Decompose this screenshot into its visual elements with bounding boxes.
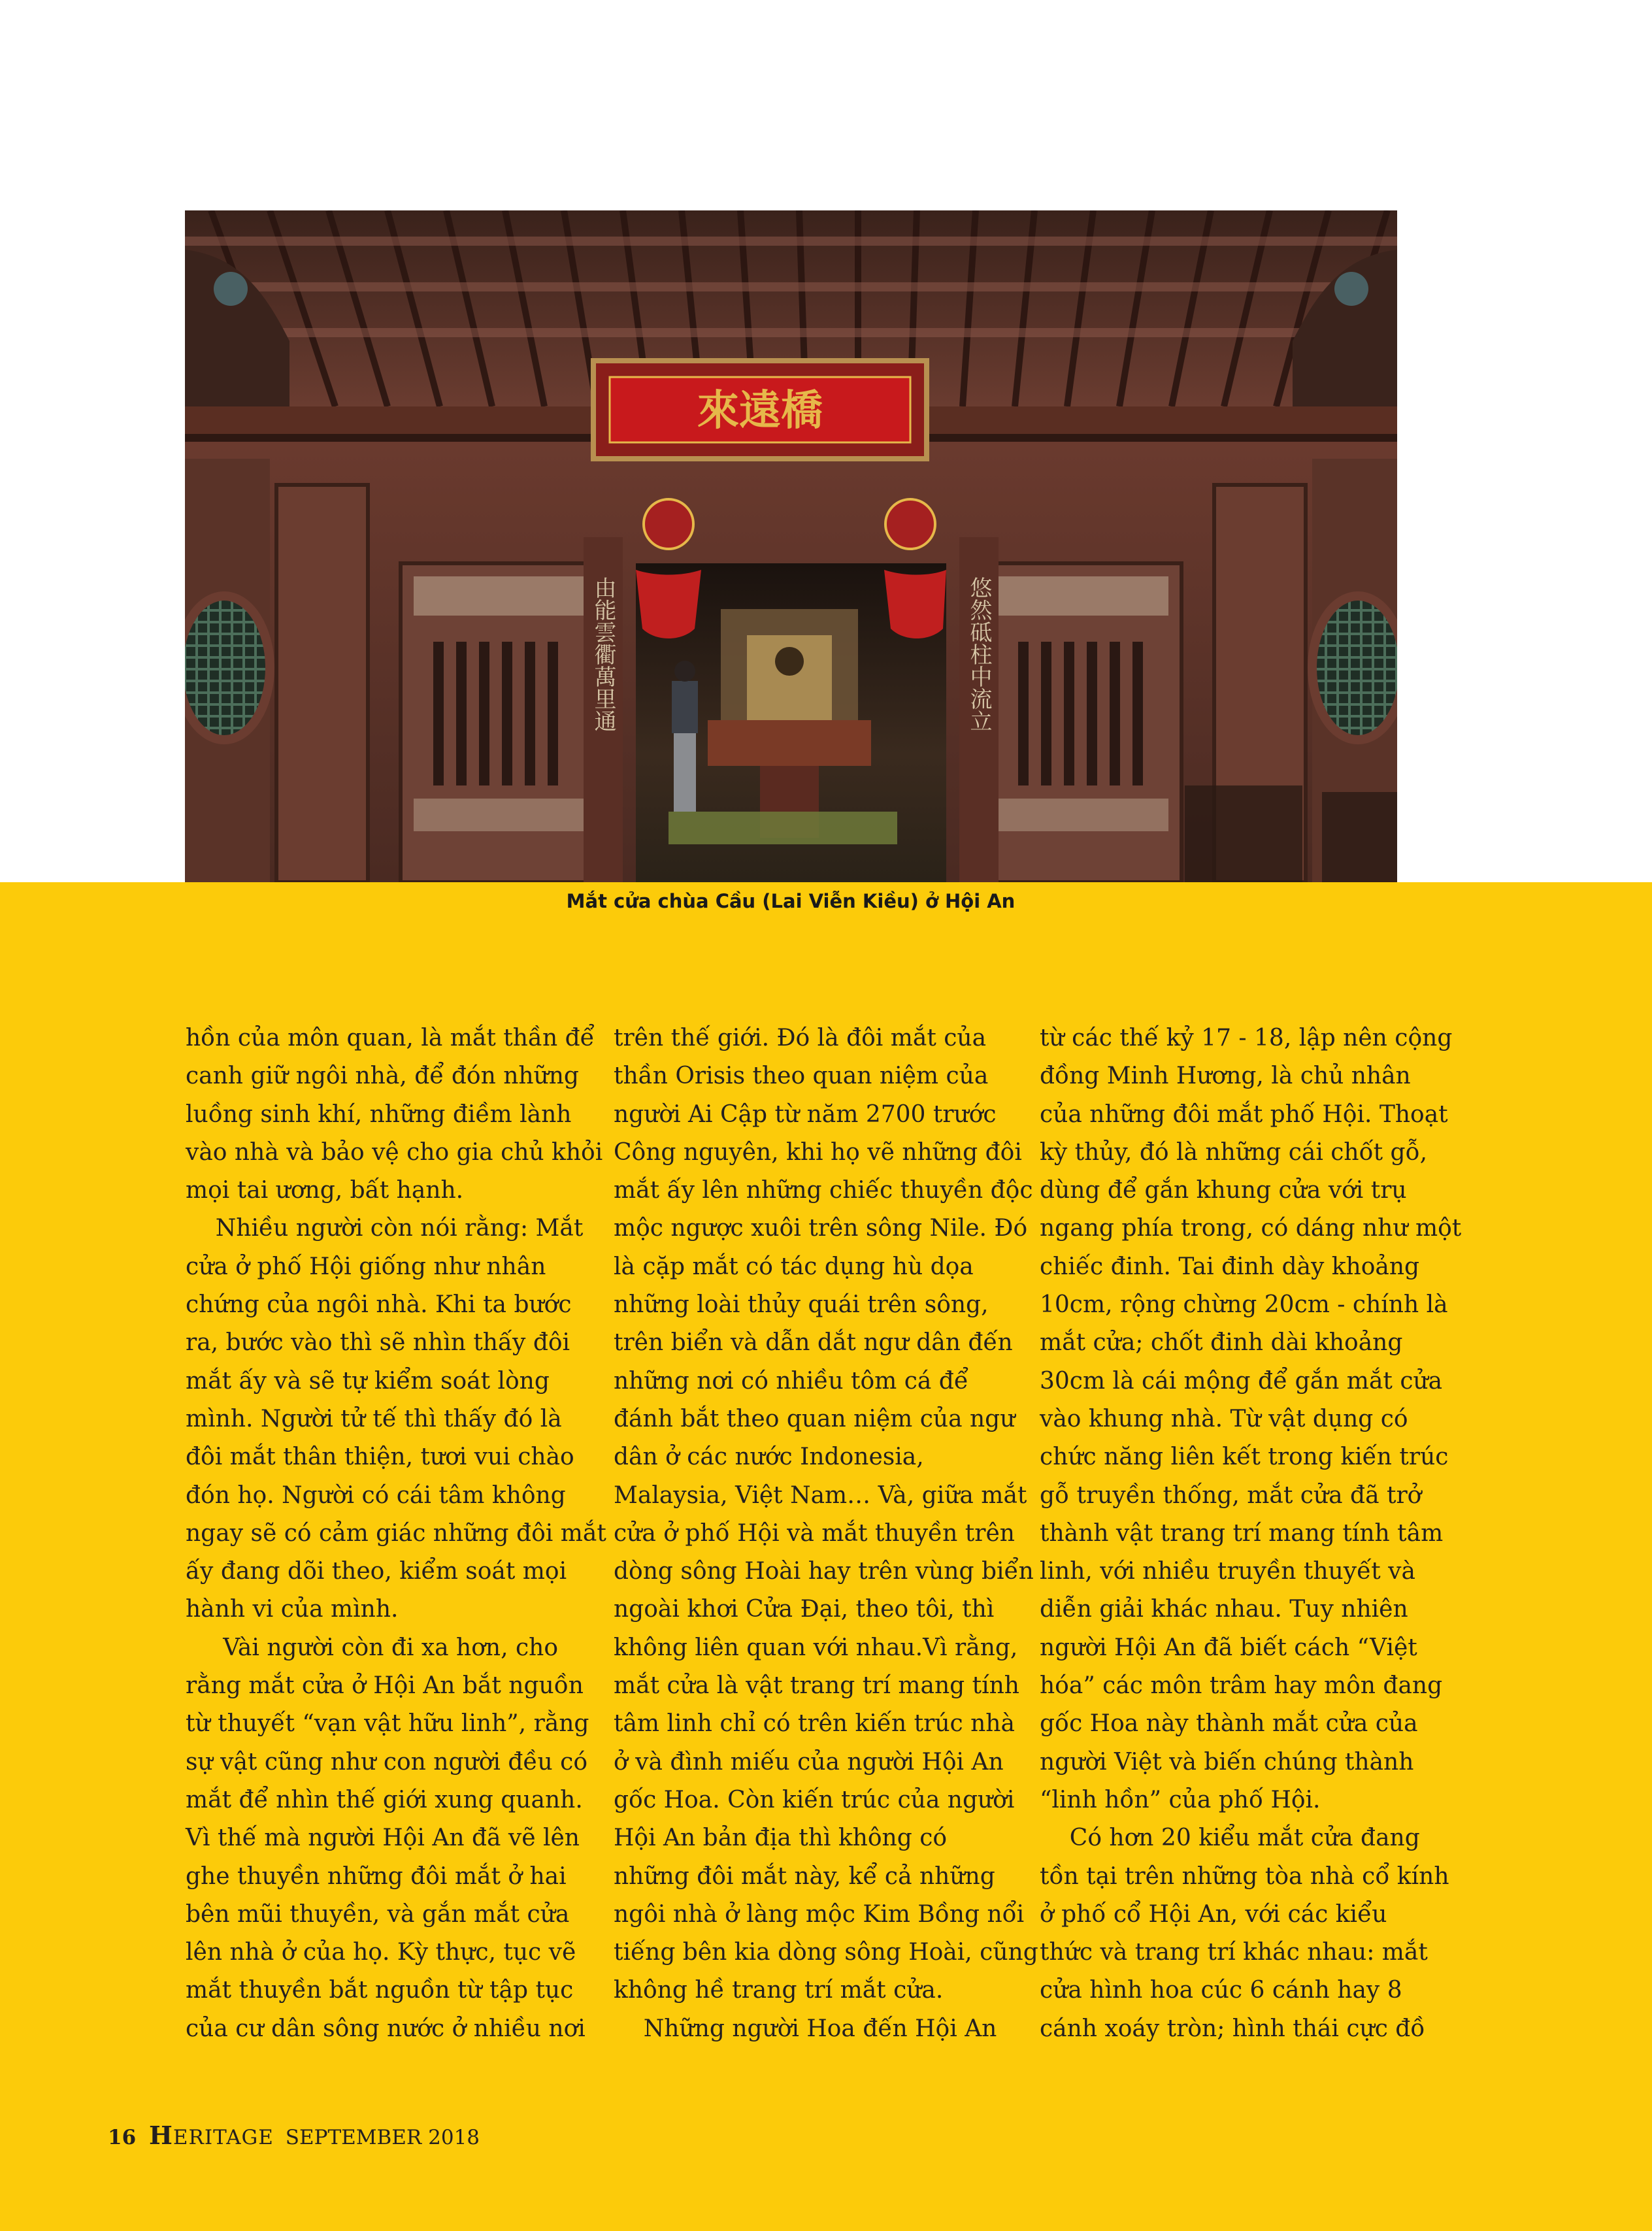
text-line: mắt cửa; chốt đinh dài khoảng bbox=[1040, 1329, 1403, 1357]
text-line: gốc Hoa. Còn kiến trúc của người bbox=[614, 1786, 1015, 1813]
text-line: linh, với nhiều truyền thuyết và bbox=[1040, 1558, 1415, 1585]
text-line: không hề trang trí mắt cửa. bbox=[614, 1977, 944, 2004]
right-couplet-text: 悠然砥柱中流立 bbox=[966, 576, 992, 732]
text-line: hồn của môn quan, là mắt thần để bbox=[186, 1025, 595, 1051]
text-line: tâm linh chỉ có trên kiến trúc nhà bbox=[614, 1710, 1015, 1738]
text-line: cánh xoáy tròn; hình thái cực đồ bbox=[1040, 2015, 1425, 2042]
issue-date: SEPTEMBER 2018 bbox=[285, 2126, 480, 2149]
left-couplet-text: 由能雲衢萬里通 bbox=[590, 576, 616, 732]
text-line: ngay sẽ có cảm giác những đôi mắt bbox=[186, 1519, 606, 1547]
text-line: vào nhà và bảo vệ cho gia chủ khỏi bbox=[186, 1138, 603, 1166]
temple-door-photo bbox=[185, 210, 1397, 882]
text-line: người Hội An đã biết cách “Việt bbox=[1040, 1634, 1417, 1661]
text-line: đồng Minh Hương, là chủ nhân bbox=[1040, 1063, 1411, 1090]
text-line: những nơi có nhiều tôm cá để bbox=[614, 1367, 968, 1395]
text-line: Những người Hoa đến Hội An bbox=[614, 2015, 997, 2042]
text-line: cửa ở phố Hội và mắt thuyền trên bbox=[614, 1519, 1015, 1547]
text-line: ngoài khơi Cửa Đại, theo tôi, thì bbox=[614, 1596, 995, 1623]
text-line: là cặp mắt có tác dụng hù dọa bbox=[614, 1253, 974, 1280]
text-line: đón họ. Người có cái tâm không bbox=[186, 1481, 566, 1509]
text-line: trên biển và dẫn dắt ngư dân đến bbox=[614, 1329, 1013, 1357]
text-line: Công nguyên, khi họ vẽ những đôi bbox=[614, 1138, 1022, 1166]
text-line: Hội An bản địa thì không có bbox=[614, 1825, 948, 1852]
text-line: chiếc đinh. Tai đinh dày khoảng bbox=[1040, 1253, 1420, 1280]
page-number: 16 bbox=[108, 2126, 137, 2149]
text-line: mắt để nhìn thế giới xung quanh. bbox=[186, 1786, 583, 1813]
text-line: Vài người còn đi xa hơn, cho bbox=[186, 1634, 559, 1661]
text-line: của cư dân sông nước ở nhiều nơi bbox=[186, 2015, 586, 2042]
text-line: ở phố cổ Hội An, với các kiểu bbox=[1040, 1900, 1387, 1928]
text-line: mọi tai ương, bất hạnh. bbox=[186, 1177, 464, 1204]
text-line: ấy đang dõi theo, kiểm soát mọi bbox=[186, 1558, 567, 1585]
text-line: diễn giải khác nhau. Tuy nhiên bbox=[1040, 1596, 1408, 1623]
text-line: bên mũi thuyền, và gắn mắt cửa bbox=[186, 1900, 570, 1928]
article-column-1 bbox=[186, 1019, 606, 2048]
text-line: gốc Hoa này thành mắt cửa của bbox=[1040, 1710, 1418, 1738]
text-line: thành vật trang trí mang tính tâm bbox=[1040, 1519, 1444, 1547]
text-line: từ thuyết “vạn vật hữu linh”, rằng bbox=[186, 1710, 589, 1738]
text-line: cửa hình hoa cúc 6 cánh hay 8 bbox=[1040, 1977, 1402, 2004]
text-line: 30cm là cái mộng để gắn mắt cửa bbox=[1040, 1367, 1443, 1395]
article-column-2 bbox=[614, 1019, 1038, 2048]
photo-caption: Mắt cửa chùa Cầu (Lai Viễn Kiều) ở Hội An bbox=[566, 890, 1016, 912]
text-line: đánh bắt theo quan niệm của ngư bbox=[614, 1405, 1016, 1432]
text-line: tiếng bên kia dòng sông Hoài, cũng bbox=[614, 1939, 1038, 1966]
article-column-3 bbox=[1040, 1019, 1462, 2048]
text-line: hóa” các môn trâm hay môn đang bbox=[1040, 1672, 1443, 1700]
signboard-text: 來遠橋 bbox=[697, 386, 823, 435]
text-line: dùng để gắn khung cửa với trụ bbox=[1040, 1177, 1407, 1204]
text-line: kỳ thủy, đó là những cái chốt gỗ, bbox=[1040, 1138, 1428, 1166]
text-line: đôi mắt thân thiện, tươi vui chào bbox=[186, 1444, 574, 1471]
text-line: những loài thủy quái trên sông, bbox=[614, 1291, 989, 1319]
text-line: ra, bước vào thì sẽ nhìn thấy đôi bbox=[186, 1329, 570, 1357]
text-line: ngôi nhà ở làng mộc Kim Bồng nổi bbox=[614, 1900, 1025, 1928]
text-line: “linh hồn” của phố Hội. bbox=[1040, 1786, 1321, 1813]
magazine-name-initial: H bbox=[149, 2121, 173, 2150]
text-line: lên nhà ở của họ. Kỳ thực, tục vẽ bbox=[186, 1939, 576, 1966]
text-line: chứng của ngôi nhà. Khi ta bước bbox=[186, 1291, 572, 1319]
text-line: thần Orisis theo quan niệm của bbox=[614, 1063, 989, 1090]
text-line: từ các thế kỷ 17 - 18, lập nên cộng bbox=[1040, 1025, 1453, 1051]
text-line: Malaysia, Việt Nam… Và, giữa mắt bbox=[614, 1481, 1027, 1509]
text-line: mắt thuyền bắt nguồn từ tập tục bbox=[186, 1977, 574, 2004]
text-line: gỗ truyền thống, mắt cửa đã trở bbox=[1040, 1481, 1422, 1509]
text-line: ngang phía trong, có dáng như một bbox=[1040, 1215, 1462, 1242]
text-line: những đôi mắt này, kể cả những bbox=[614, 1862, 995, 1890]
text-line: luồng sinh khí, những điềm lành bbox=[186, 1100, 572, 1128]
text-line: canh giữ ngôi nhà, để đón những bbox=[186, 1063, 579, 1090]
text-line: dân ở các nước Indonesia, bbox=[614, 1444, 924, 1471]
text-line: hành vi của mình. bbox=[186, 1596, 399, 1623]
text-line: thức và trang trí khác nhau: mắt bbox=[1040, 1939, 1428, 1966]
text-line: ở và đình miếu của người Hội An bbox=[614, 1748, 1004, 1776]
text-line: mình. Người tử tế thì thấy đó là bbox=[186, 1405, 562, 1432]
text-line: vào khung nhà. Từ vật dụng có bbox=[1040, 1405, 1408, 1432]
text-line: tồn tại trên những tòa nhà cổ kính bbox=[1040, 1862, 1449, 1890]
text-line: cửa ở phố Hội giống như nhân bbox=[186, 1253, 546, 1280]
text-line: chức năng liên kết trong kiến trúc bbox=[1040, 1444, 1449, 1471]
text-line: trên thế giới. Đó là đôi mắt của bbox=[614, 1025, 987, 1051]
text-line: sự vật cũng như con người đều có bbox=[186, 1748, 588, 1776]
text-line: Có hơn 20 kiểu mắt cửa đang bbox=[1040, 1825, 1420, 1852]
text-line: mộc ngược xuôi trên sông Nile. Đó bbox=[614, 1215, 1028, 1242]
text-line: người Ai Cập từ năm 2700 trước bbox=[614, 1100, 997, 1128]
text-line: Nhiều người còn nói rằng: Mắt bbox=[186, 1215, 584, 1242]
magazine-name-rest: ERITAGE bbox=[173, 2126, 274, 2149]
text-line: 10cm, rộng chừng 20cm - chính là bbox=[1040, 1291, 1448, 1319]
page-footer bbox=[108, 2121, 480, 2150]
text-line: mắt ấy và sẽ tự kiểm soát lòng bbox=[186, 1367, 550, 1395]
text-line: mắt cửa là vật trang trí mang tính bbox=[614, 1672, 1019, 1700]
text-line: Vì thế mà người Hội An đã vẽ lên bbox=[186, 1825, 580, 1852]
text-line: rằng mắt cửa ở Hội An bắt nguồn bbox=[186, 1672, 584, 1700]
text-line: ghe thuyền những đôi mắt ở hai bbox=[186, 1862, 567, 1890]
text-line: mắt ấy lên những chiếc thuyền độc bbox=[614, 1177, 1033, 1204]
text-line: người Việt và biến chúng thành bbox=[1040, 1748, 1414, 1776]
text-line: của những đôi mắt phố Hội. Thoạt bbox=[1040, 1100, 1448, 1128]
magazine-name bbox=[149, 2121, 274, 2150]
text-line: dòng sông Hoài hay trên vùng biển bbox=[614, 1558, 1034, 1585]
text-line: không liên quan với nhau.Vì rằng, bbox=[614, 1634, 1018, 1661]
